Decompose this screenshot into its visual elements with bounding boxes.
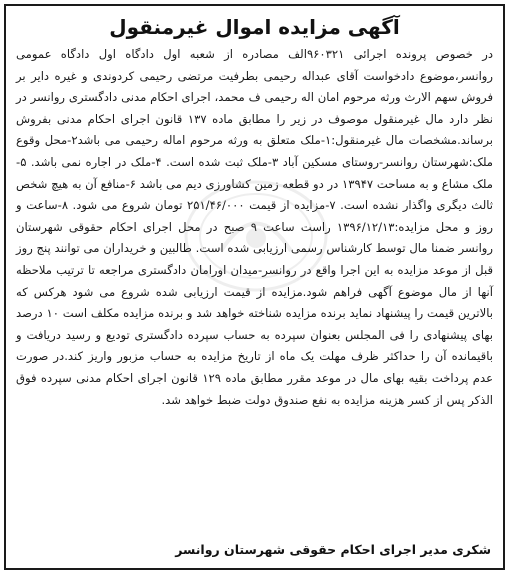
notice-signature: شکری مدیر اجرای احکام حقوقی شهرستان روانسر	[175, 542, 491, 557]
notice-title: آگهی مزایده اموال غیرمنقول	[109, 15, 400, 39]
notice-body: در خصوص پرونده اجرائی ۹۶۰۳۲۱الف مصادره از شعبه اول دادگاه اول دادگاه عمومی روانسر،موضوع دادخواست آقای عبداله رحیمی بطرفیت مرتضی رحیمی کردوندی و غیره دایر بر فروش سهم الارث ورثه مرحوم امان اله رحیمی ف محمد، اجرای احکام مدنی دادگستری روانسر در نظر دارد مال غیرمنقول موصوف در زیر را مطابق ماده ۱۳۷ قانون اجرای احکام مدنی بفروش برساند.مشخصات مال غیرمنقول:۱-ملک متعلق به ورثه مرحوم اماله رحیمی می باشد۲-محل وقوع ملک:شهرستان روانسر-روستای مسکین آباد ۳-ملک ثبت شده است. ۴-ملک در اجاره نمی باشد. ۵-ملک مشاع و به مساحت ۱۳۹۴۷ در دو قطعه زمین کشاورزی دیم می باشد ۶-منافع آن به هیچ شخص ثالث دیگری واگذار نشده است. ۷-مزایده از قیمت ۲۵۱/۴۶/۰۰۰ تومان شروع می شود. ۸-ساعت و روز و محل مزایده:۱۳۹۶/۱۲/۱۳ راست ساعت ۹ صبح در محل اجرای احکام حقوقی شهرستان روانسر ضمنا مال توسط کارشناس رسمی ارزیابی شده است. طالبین و خریداران می توانند پنج روز قبل از موعد مزایده به این اجرا واقع در روانسر-میدان اورامان دادگستری مراجعه تا ترتیب ملاحظه آنها از مال موضوع آگهی فراهم شود.مزایده از قیمت ارزیابی شده شروع می شود هرکس که بالاترین قیمت را پیشنهاد نماید برنده مزایده شناخته خواهد شد و برنده مزایده مکلف است ۱۰ درصد بهای پیشنهادی را فی المجلس بعنوان سپرده به حساب سپرده دادگستری تودیع و رسید دریافت و باقیمانده آن را حداکثر ظرف مهلت یک ماه از تاریخ مزایده به حساب مزبور واریز کند.در صورت عدم پرداخت بقیه بهای مال در موعد مقرر مطابق ماده ۱۲۹ قانون اجرای احکام مدنی سپرده فوق الذکر پس از کسر هزینه مزایده به نفع صندوق دولت ضبط خواهد شد.	[16, 47, 494, 407]
auction-notice	[4, 4, 505, 570]
